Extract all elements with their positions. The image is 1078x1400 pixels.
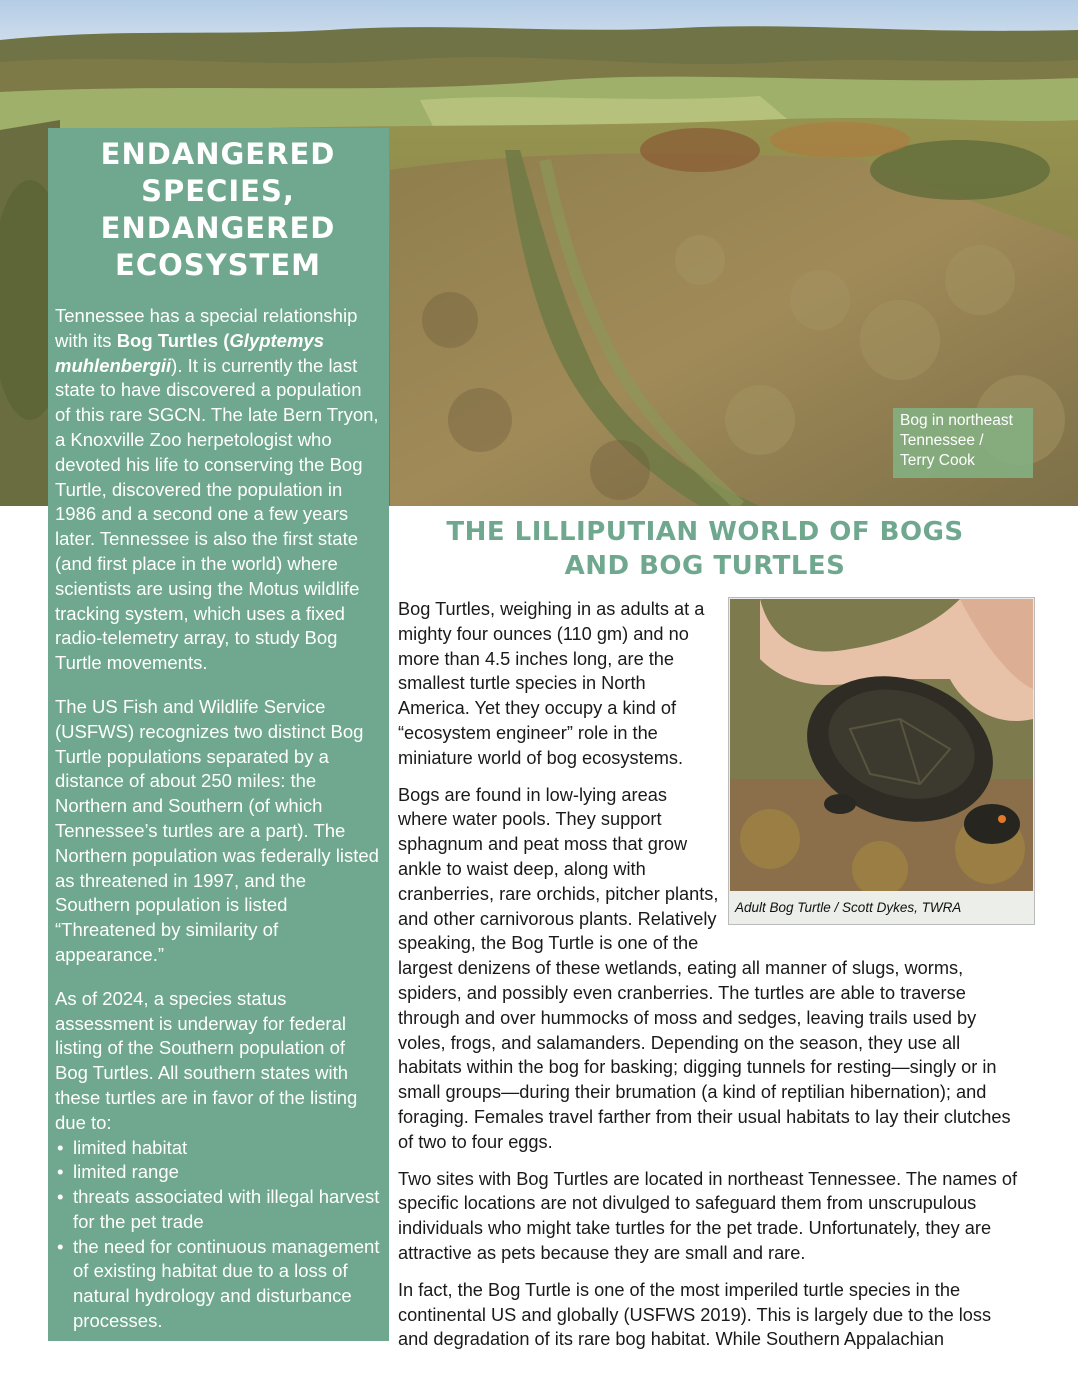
article-paragraph: Bog Turtles, weighing in as adults at a mighty four ounces (110 gm) and no more than 4.5 inches long, are the smallest turtle species in North America. Yet they occupy a kind of “ecosystem engineer” role in the miniature world of bog ecosystems.	[398, 599, 705, 768]
section-title: THE LILLIPUTIAN WORLD OF BOGS AND BOG TURTLES	[446, 517, 964, 581]
bog-turtle-photo	[730, 599, 1033, 891]
article-body	[398, 597, 1018, 1364]
sidebar-paragraph-intro	[55, 304, 381, 676]
turtle-figure	[728, 597, 1035, 925]
list-item: • the need for continuous management of existing habitat due to a loss of natural hydrology and disturbance processes.	[55, 1235, 381, 1334]
photo-caption-line: Bog in northeast	[900, 412, 1013, 429]
sidebar-panel	[48, 128, 389, 1341]
list-item: • limited range	[55, 1160, 381, 1185]
photo-caption-line: Terry Cook	[900, 452, 975, 469]
species-common-name: Bog Turtles (	[116, 329, 230, 351]
sidebar-paragraph-usfws: The US Fish and Wildlife Service (USFWS) recognizes two distinct Bog Turtle populations separated by a distance of about 250 miles: the Northern and Southern (of which Tennessee’s turtles are a part). The Northern population was federally listed as threatened in 1997, and the Southern population is listed “Threatened by similarity of appearance.”	[55, 695, 379, 965]
intro-rest: ). It is currently the last state to have discovered a population of this rare SGCN. The late Bern Tryon, a Knoxville Zoo herpetologist who devoted his life to conserving the Bog Turtle, discovered the population in 1986 and a second one a few years later. Tennessee is also the first state (and first place in the world) where scientists are using the Motus wildlife tracking system, which uses a fixed radio-telemetry array, to study Bog Turtle movements.	[55, 354, 379, 674]
species-scientific-name: Glyptemys muhlenbergii	[55, 329, 325, 376]
article-paragraph: Bogs are found in low-lying areas where water pools. They support sphagnum and peat moss that grow ankle to waist deep, along with cranberries, rare orchids, pitcher plants, and other carnivorous plants. Relatively speaking, the Bog Turtle is one of the largest denizens of these wetlands, eating all manner of slugs, worms, spiders, and possibly even cranberries. The turtles are able to traverse through and over hummocks of moss and sedges, leaving trails used by voles, frogs, and salamanders. Depending on the season, they use all habitats within the bog for basking; digging tunnels for resting—singly or in small groups—during their brumation (a kind of reptilian hibernation); and foraging. Females travel farther from their usual habitats to lay their clutches of two to four eggs.	[398, 784, 1011, 1152]
article-paragraph: In fact, the Bog Turtle is one of the most imperiled turtle species in the continental US and globally (USFWS 2019). This is largely due to the loss and degradation of its rare bog habitat. While Southern Appalachian	[398, 1279, 992, 1350]
sidebar-paragraph-assessment: As of 2024, a species status assessment is underway for federal listing of the Southern population of Bog Turtles. All southern states with these turtles are in favor of the listing due to:	[55, 987, 358, 1133]
photo-caption-line: Tennessee /	[900, 432, 984, 449]
sidebar-title: ENDANGERED SPECIES, ENDANGERED ECOSYSTEM	[100, 137, 336, 282]
photo-caption	[893, 408, 1033, 478]
article-paragraph: Two sites with Bog Turtles are located in northeast Tennessee. The names of specific locations are not divulged to safeguard them from unscrupulous individuals who might take turtles for the pet trade. Unfortunately, they are attractive as pets because they are small and rare.	[398, 1168, 1018, 1263]
list-item: • threats associated with illegal harvest for the pet trade	[55, 1185, 381, 1235]
intro-text: Tennessee has a special relationship with its	[55, 305, 358, 351]
listing-reasons-list	[55, 1136, 381, 1334]
list-item: • limited habitat	[55, 1136, 381, 1161]
figure-caption: Adult Bog Turtle / Scott Dykes, TWRA	[729, 891, 1034, 924]
